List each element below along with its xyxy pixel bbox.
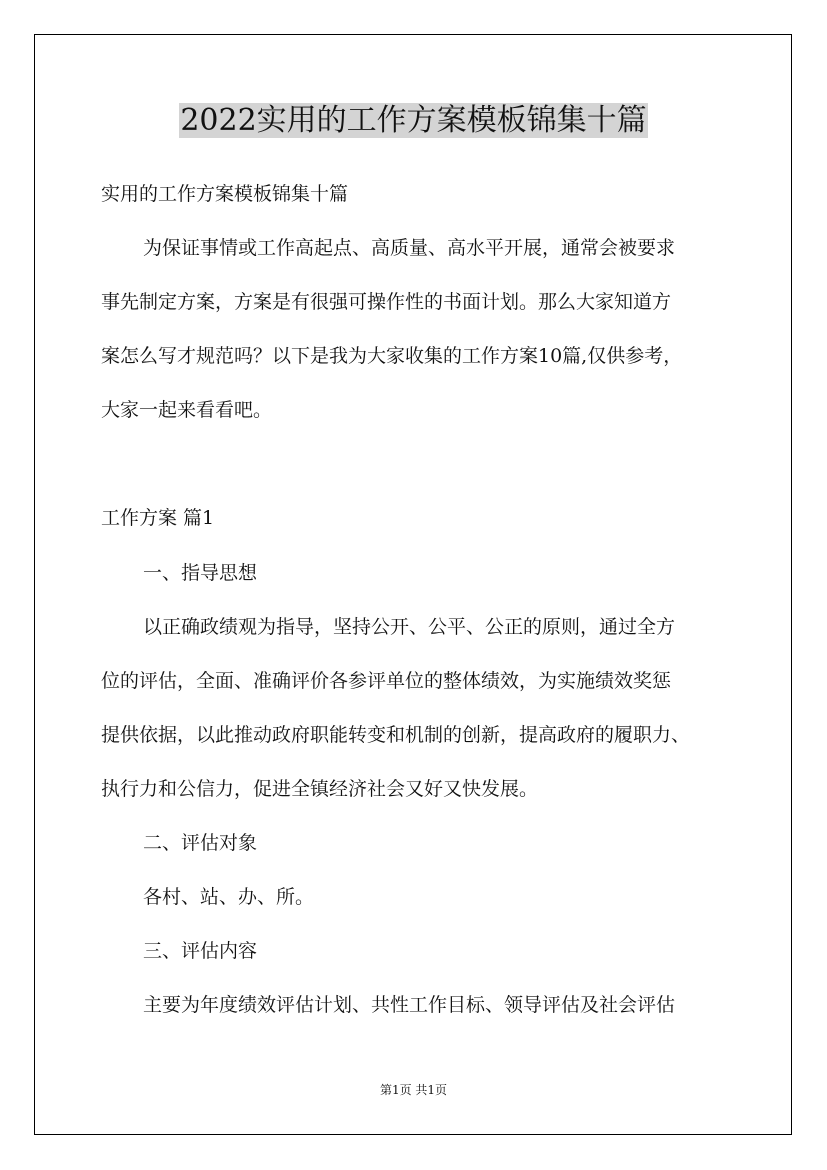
subsection-heading: 三、评估内容 <box>143 940 258 962</box>
page-footer: 第1页 共1页 <box>379 1083 448 1097</box>
paragraph-line: 位的评估，全面、准确评价各参评单位的整体绩效，为实施绩效奖惩 <box>101 670 672 692</box>
paragraph-line: 事先制定方案，方案是有很强可操作性的书面计划。那么大家知道方 <box>101 291 672 313</box>
paragraph-line: 主要为年度绩效评估计划、共性工作目标、领导评估及社会评估 <box>143 994 676 1016</box>
paragraph-line: 提供依据，以此推动政府职能转变和机制的创新，提高政府的履职力、 <box>101 724 691 746</box>
paragraph-line: 大家一起来看看吧。 <box>101 399 273 421</box>
subsection-heading: 二、评估对象 <box>143 832 258 854</box>
subtitle-line: 实用的工作方案模板锦集十篇 <box>101 183 349 205</box>
section-heading: 工作方案 篇1 <box>101 507 215 529</box>
paragraph-line: 各村、站、办、所。 <box>143 886 315 908</box>
paragraph-line: 执行力和公信力，促进全镇经济社会又好又快发展。 <box>101 778 539 800</box>
paragraph-line: 为保证事情或工作高起点、高质量、高水平开展，通常会被要求 <box>143 237 676 259</box>
paragraph-line: 以正确政绩观为指导，坚持公开、公平、公正的原则，通过全方 <box>143 616 676 638</box>
paragraph-line: 案怎么写才规范吗？以下是我为大家收集的工作方案10篇,仅供参考， <box>101 345 683 367</box>
document-title: 2022实用的工作方案模板锦集十篇 <box>180 103 647 138</box>
subsection-heading: 一、指导思想 <box>143 562 258 584</box>
